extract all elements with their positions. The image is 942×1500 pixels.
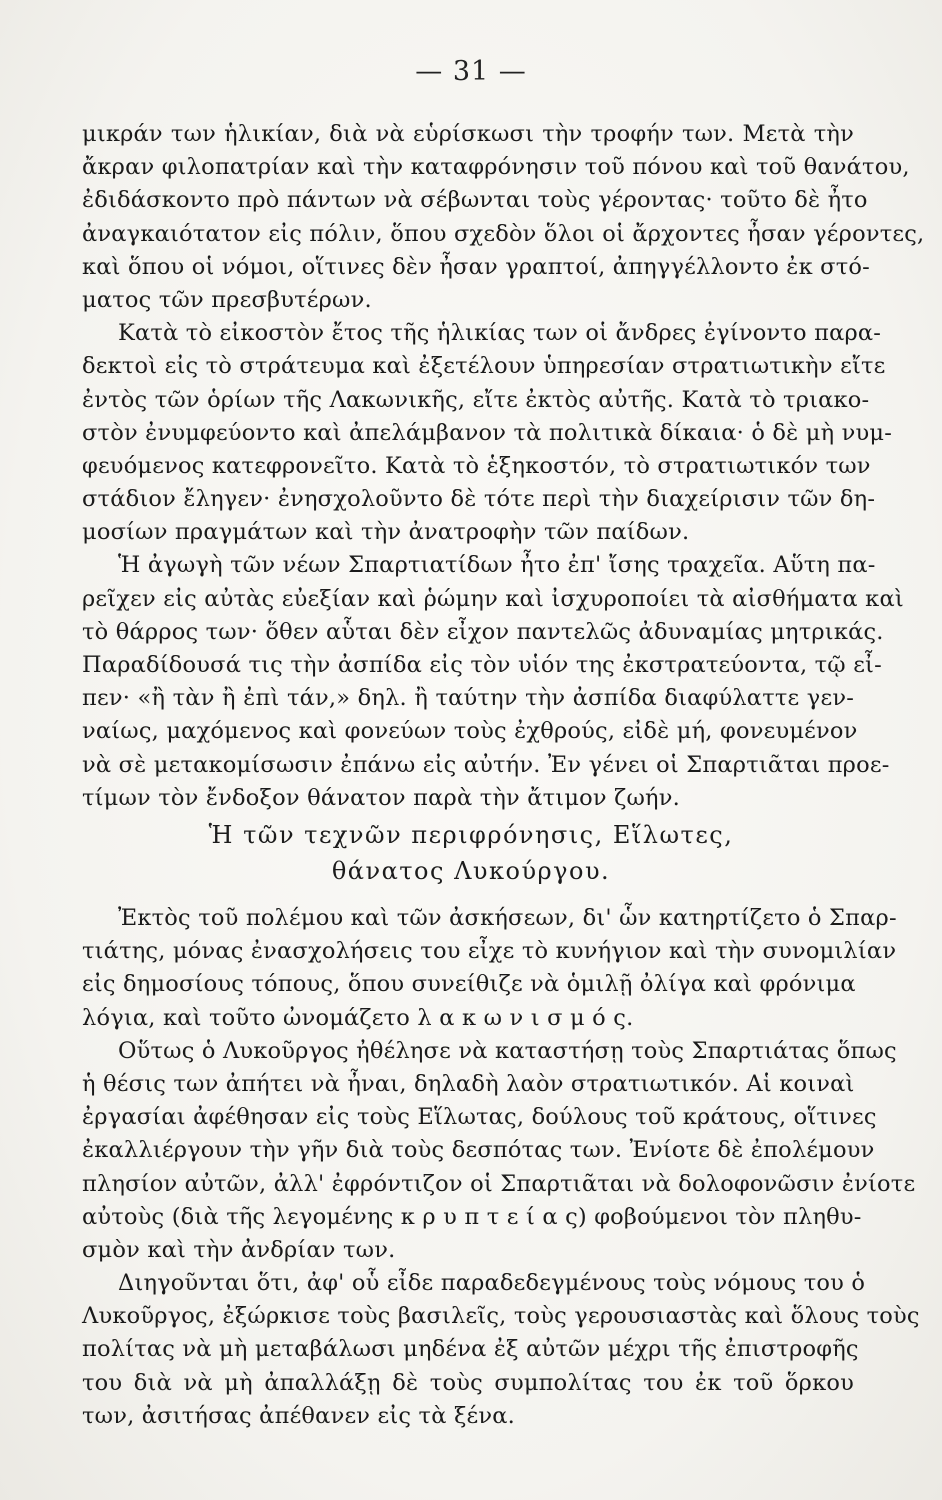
text-line: τὸ θάρρος των· ὅθεν αὗται δὲν εἶχον παντελῶς ἀδυναμίας μητρικάς.: [82, 618, 884, 645]
text-line: Οὕτως ὁ Λυκοῦργος ἠθέλησε νὰ καταστήσῃ τοὺς Σπαρτιάτας ὅπως: [118, 1037, 897, 1064]
paragraphs-section-2: [82, 902, 920, 1433]
text-line: Ἐκτὸς τοῦ πολέμου καὶ τῶν ἀσκήσεων, δι' ὧν κατηρτίζετο ὁ Σπαρ-: [118, 905, 897, 931]
text-line: πεν· «ἢ τὰν ἢ ἐπὶ τάν,» δηλ. ἢ ταύτην τὴν ἀσπίδα διαφύλαττε γεν-: [82, 685, 854, 712]
text-line: ἡ θέσις των ἀπήτει νὰ ἦναι, δηλαδὴ λαὸν στρατιωτικόν. Αἱ κοιναὶ: [82, 1070, 855, 1097]
section-heading-line-1: Ἡ τῶν τεχνῶν περιφρόνησις, Εἵλωτες,: [208, 821, 734, 849]
text-line: των, ἀσιτήσας ἀπέθανεν εἰς τὰ ξένα.: [82, 1402, 516, 1429]
text-line: σμὸν καὶ τὴν ἀνδρίαν των.: [82, 1236, 396, 1263]
text-line: Παραδίδουσά τις τὴν ἀσπίδα εἰς τὸν υἱόν της ἐκστρατεύοντα, τῷ εἶ-: [82, 652, 882, 678]
text-line: τίμων τὸν ἔνδοξον θάνατον παρὰ τὴν ἄτιμον ζωήν.: [82, 784, 680, 811]
text-line: ματος τῶν πρεσβυτέρων.: [82, 286, 372, 313]
text-line: ναίως, μαχόμενος καὶ φονεύων τοὺς ἐχθρούς, εἰδὲ μή, φονευμένον: [82, 718, 858, 745]
text-line: Κατὰ τὸ εἰκοστὸν ἔτος τῆς ἡλικίας των οἱ ἄνδρες ἐγίνοντο παρα-: [118, 320, 882, 347]
text-line: μοσίων πραγμάτων καὶ τὴν ἀνατροφὴν τῶν παίδων.: [82, 519, 690, 546]
text-line: λόγια, καὶ τοῦτο ὠνομάζετο λ α κ ω ν ι σ μ ό ς.: [82, 1004, 634, 1031]
text-line: ἀναγκαιότατον εἰς πόλιν, ὅπου σχεδὸν ὅλοι οἱ ἄρχοντες ἦσαν γέροντες,: [82, 220, 925, 247]
text-line: δεκτοὶ εἰς τὸ στράτευμα καὶ ἐξετέλουν ὑπηρεσίαν στρατιωτικὴν εἴτε: [82, 353, 886, 380]
text-line: Λυκοῦργος, ἐξώρκισε τοὺς βασιλεῖς, τοὺς γερουσιαστὰς καὶ ὅλους τοὺς: [82, 1303, 920, 1330]
text-line: μικράν των ἡλικίαν, διὰ νὰ εὑρίσκωσι τὴν τροφήν των. Μετὰ τὴν: [82, 121, 854, 147]
text-line: καὶ ὅπου οἱ νόμοι, οἵτινες δὲν ἦσαν γραπτοί, ἀπηγγέλλοντο ἐκ στό-: [82, 253, 870, 280]
text-line: ἐργασίαι ἀφέθησαν εἰς τοὺς Εἵλωτας, δούλους τοῦ κράτους, οἵτινες: [82, 1104, 877, 1131]
page-number: — 31 —: [415, 56, 527, 87]
text-line: ρεῖχεν εἰς αὐτὰς εὐεξίαν καὶ ῥώμην καὶ ἰσχυροποίει τὰ αἰσθήματα καὶ: [82, 585, 904, 612]
section-heading-line-2: θάνατος Λυκούργου.: [331, 857, 611, 885]
text-line: στάδιον ἔληγεν· ἐνησχολοῦντο δὲ τότε περὶ τὴν διαχείρισιν τῶν δη-: [82, 486, 876, 513]
text-line: πλησίον αὐτῶν, ἀλλ' ἐφρόντιζον οἱ Σπαρτιᾶται νὰ δολοφονῶσιν ἐνίοτε: [82, 1170, 916, 1197]
text-line: ἐντὸς τῶν ὁρίων τῆς Λακωνικῆς, εἴτε ἐκτὸς αὐτῆς. Κατὰ τὸ τριακο-: [82, 386, 870, 413]
text-line: Διηγοῦνται ὅτι, ἀφ' οὗ εἶδε παραδεδεγμένους τοὺς νόμους του ὁ: [118, 1270, 866, 1297]
text-line: εἰς δημοσίους τόπους, ὅπου συνείθιζε νὰ ὁμιλῇ ὀλίγα καὶ φρόνιμα: [82, 971, 856, 998]
text-line: πολίτας νὰ μὴ μεταβάλωσι μηδένα ἐξ αὐτῶν μέχρι τῆς ἐπιστροφῆς: [82, 1336, 859, 1363]
text-line: του διὰ νὰ μὴ ἀπαλλάξῃ δὲ τοὺς συμπολίτας του ἐκ τοῦ ὅρκου: [82, 1369, 854, 1396]
text-line: ἐκαλλιέργουν τὴν γῆν διὰ τοὺς δεσπότας των. Ἐνίοτε δὲ ἐπολέμουν: [82, 1137, 875, 1164]
text-line: τιάτης, μόνας ἐνασχολήσεις του εἶχε τὸ κυνήγιον καὶ τὴν συνομιλίαν: [82, 938, 897, 965]
text-line: ἄκραν φιλοπατρίαν καὶ τὴν καταφρόνησιν τοῦ πόνου καὶ τοῦ θανάτου,: [82, 154, 910, 181]
text-line: Ἡ ἀγωγὴ τῶν νέων Σπαρτιατίδων ἦτο ἐπ' ἴσης τραχεῖα. Αὕτη πα-: [118, 552, 876, 579]
text-line: αὐτοὺς (διὰ τῆς λεγομένης κ ρ υ π τ ε ί α ς) φοβούμενοι τὸν πληθυ-: [82, 1203, 862, 1230]
paragraphs-section-1: [82, 118, 925, 815]
text-line: νὰ σὲ μετακομίσωσιν ἐπάνω εἰς αὐτήν. Ἐν γένει οἱ Σπαρτιᾶται προε-: [82, 751, 890, 778]
text-line: ἐδιδάσκοντο πρὸ πάντων νὰ σέβωνται τοὺς γέροντας· τοῦτο δὲ ἦτο: [82, 187, 868, 214]
text-line: φευόμενος κατεφρονεῖτο. Κατὰ τὸ ἑξηκοστόν, τὸ στρατιωτικόν των: [82, 452, 871, 479]
text-line: στὸν ἐνυμφεύοντο καὶ ἀπελάμβανον τὰ πολιτικὰ δίκαια· ὁ δὲ μὴ νυμ-: [82, 419, 893, 446]
